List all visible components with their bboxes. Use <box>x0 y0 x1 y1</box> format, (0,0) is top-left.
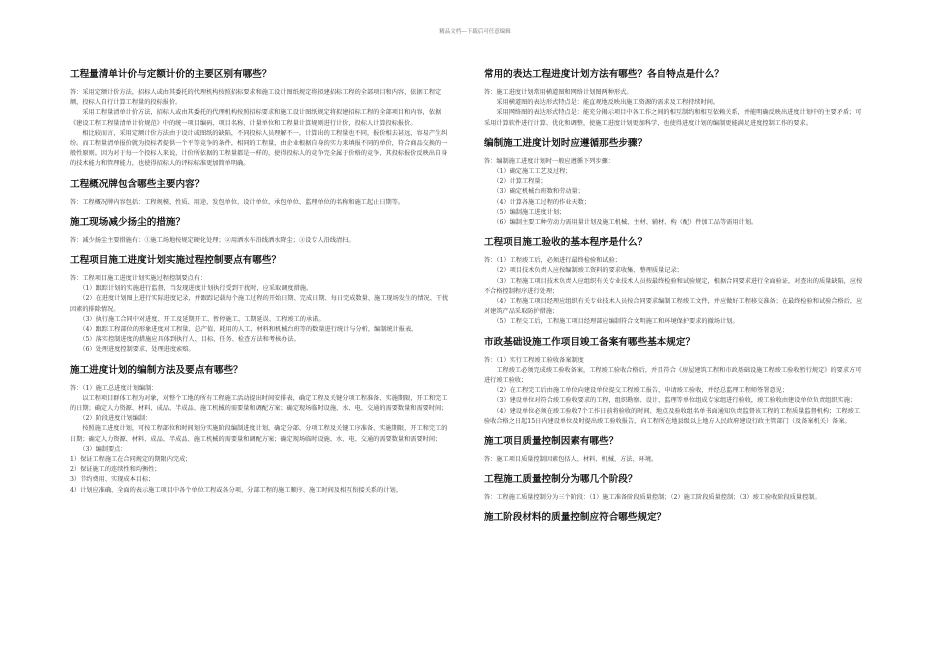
question-heading: 施工阶段材料的质量控制应符合哪些规定？ <box>484 512 667 524</box>
question-heading: 施工现场减少扬尘的措施？ <box>70 216 186 228</box>
answer-paragraph: 答：采用定额计价方法，招标人或由其委托的代理机构按照招标要求和施工设计图纸规定将拟建招标工程的全部项目和内容，依据工程定额，投标人自行计算工程量的投标报价。 <box>70 89 442 107</box>
answer-paragraph: 相比较而言，采用定额计价方法由于设计或图纸的缺陷，不同投标人员理解不一，计算出的工程量也不同，报价相去甚远，容易产生纠纷。而工程量清单报价就为投标者提供一个平等竞争的条件，相同的工程量，由企业根据自身的实力来填报不同的单价，符合商品交换的一般性原则。因为对于每一个投标人来说，计价所依据的工程量都是一样的，使得投标人的竞争完全属于价格的竞争，其投标报价反映出自身的技术能力和管理能力，也使得招标人的评标标准更加简单明确。 <box>70 129 448 168</box>
right-column <box>484 68 864 531</box>
answer-paragraph: （3）确定机械台班数和劳动量； <box>484 188 584 196</box>
answer-paragraph: 采用横道图的表达形式特点是：能直观地反映出施工资源的需求及工程持续时间。 <box>484 99 720 107</box>
answer-paragraph: （2）阶段进度计划编制： <box>70 415 152 423</box>
answer-paragraph: （1）确定施工工艺及过程； <box>484 168 572 176</box>
answer-paragraph: 采用网络图的表达形式特点是：能充分揭示项目中各工作之间的相互制约和相互依赖关系，并能明确反映出进度计划中的主要矛盾；可采用计算软件进行计算、优化和调整，使施工进度计划更加科学，也使得进度计划的编制更能满足进度控制工作的要求。 <box>484 109 862 127</box>
question-heading: 施工进度计划的编制方法及要点有哪些？ <box>70 364 243 376</box>
question-heading: 工程项目施工进度计划实施过程控制要点有哪些？ <box>70 255 282 267</box>
page-header: 精品文档---下载后可任意编辑 <box>439 29 511 35</box>
question-heading: 工程项目施工验收的基本程序是什么？ <box>484 237 648 249</box>
left-column <box>70 68 450 496</box>
question-heading: 工程施工质量控制分为哪几个阶段？ <box>484 474 638 486</box>
qa-section <box>484 511 864 524</box>
answer-paragraph: 答：（1）工程竣工后，必须进行最终检验和试验； <box>484 257 621 265</box>
answer-paragraph: （2）在工程完工后由施工单位向建设单位提交工程竣工报告，申请竣工验收，并经总监理工程师签署意见； <box>484 387 789 395</box>
qa-section <box>484 68 864 129</box>
answer-paragraph: 3）节约费用、实现成本目标； <box>70 476 155 484</box>
answer-paragraph: 工程竣工必须完成竣工验收备案，工程竣工验收合格后，并且符合《房屋建筑工程和市政基础设施工程竣工验收暂行规定》的要求方可进行竣工验收； <box>484 366 862 385</box>
question-heading: 工程概况牌包含哪些主要内容？ <box>70 178 205 190</box>
answer-paragraph: （5）工程交工后，工程施工项目经理部应编制符合文明施工和环境保护要求的撤场计划。 <box>484 318 739 326</box>
answer-paragraph: （2）计算工程量； <box>484 178 547 186</box>
qa-section <box>484 435 864 465</box>
answer-paragraph: （3）执行施工合同中对进度、开工及延期开工、暂停施工、工期延误、工程竣工的承诺。 <box>70 315 325 323</box>
answer-paragraph: 4）计划应准确、全面的表示施工项目中各个单位工程或各分项、分部工程的施工顺序、施工时间及相互衔接关系的计划。 <box>70 486 402 494</box>
qa-section <box>70 178 450 208</box>
answer-paragraph: 1）保证工程施工在合同规定的期限内完成； <box>70 456 192 464</box>
answer-paragraph: 答：（1）实行工程竣工验收备案制度 <box>484 356 584 364</box>
qa-section <box>70 216 450 246</box>
answer-paragraph: （3）编制要点： <box>70 445 127 453</box>
answer-paragraph: （3）工程施工项目技术负责人应组织有关专业技术人员按最终检验和试验规定，根据合同要求进行全面验证，对查出的质量缺陷，应按不合格控制程序进行处理； <box>484 277 863 295</box>
question-heading: 市政基础设施工作项目竣工备案有哪些基本规定？ <box>484 336 696 348</box>
qa-section <box>70 68 450 170</box>
answer-paragraph: （2）在进度计划图上进行实际进度记录，并跟踪记载每个施工过程的开始日期、完成日期、每日完成数量、施工现场发生的情况、干扰因素的排除情况。 <box>70 295 449 313</box>
answer-paragraph: （6）处理进度控制要求，处理进度索赔。 <box>70 346 195 354</box>
qa-section <box>70 254 450 356</box>
answer-paragraph: 按照施工进度计划，可按工程部位和时间划分实施阶段编制进度计划，确定分部、分项工程及关键工序准备、实施期限，开工和完工的日期；确定人力资源、材料、成品、半成品、施工机械的需要量和调配方案；确定现场临时设施、水、电、交通的需要数量和需要时间； <box>70 425 448 443</box>
answer-paragraph: 答：工程施工质量控制分为三个阶段：（1）施工准备阶段质量控制；（2）施工阶段质量控制；（3）竣工验收阶段质量控制。 <box>484 494 821 502</box>
answer-paragraph: 以工程项目群体工程为对象，对整个工地的所有工程施工活动提出时间安排表，确定工程及关键分项工程准备、实施期限，开工和完工的日期；确定人力资源、材料、成品、半成品、施工机械的需要量和调配方案；确定现场临时设施、水、电、交通的需要数量和需要时间； <box>70 394 448 413</box>
answer-paragraph: （4）跟踪工程部位的形象进度对工程量、总产值、耗用的人工、材料和机械台班等的数量进行统计与分析，编制统计报表。 <box>70 326 418 334</box>
answer-paragraph: （4）工程施工项目经理应组织有关专业技术人员按合同要求编制工程竣工文件，并应做好工程移交准备；在最终检验和试验合格后，应对建筑产品采取防护措施； <box>484 298 863 316</box>
answer-paragraph: （6）编制主要工种劳动力需用量计划及施工机械、主材、辅材、构（配）件加工品等需用计划。 <box>484 219 758 227</box>
question-heading: 常用的表达工程进度计划方法有哪些？各自特点是什么？ <box>484 69 724 80</box>
answer-paragraph: （5）落实控制进度的措施应具体到执行人、目标、任务、检查方法和考核办法。 <box>70 336 300 344</box>
answer-paragraph: 答：工程项目施工进度计划实施过程控制要点有： <box>70 275 207 283</box>
qa-section <box>484 236 864 327</box>
answer-paragraph: 答：编制施工进度计划时一般应遵循下列步骤： <box>484 157 614 165</box>
answer-paragraph: 答：减少扬尘主要措施有：①施工场地按规定硬化处理；②用洒水车沿线洒水降尘；③设专人沿线清扫。 <box>70 236 355 244</box>
question-heading: 施工项目质量控制因素有哪些？ <box>484 436 619 448</box>
qa-section <box>70 364 450 496</box>
answer-paragraph: （2）项目技术负责人应按编制竣工资料的要求收集、整理质量记录； <box>484 267 683 275</box>
answer-paragraph: 答：工程概况牌内容包括：工程规模、性质、用途、发包单位、设计单位、承包单位、监理单位的名称和施工起止日期等。 <box>70 198 405 206</box>
answer-paragraph: （3）建设单位对符合竣工验收要求的工程，组织勘察、设计、监理等单位组成专家组进行验收，竣工验收由建设单位负责组织实施； <box>484 397 857 405</box>
question-heading: 编制施工进度计划时应遵循那些步骤？ <box>484 137 648 149</box>
answer-paragraph: 采用工程量清单计价方法，招标人或由其委托的代理机构按照招标要求和施工设计图纸规定将拟建招标工程的全部项目和内容，依据《建设工程工程量清单计价规范》中的统一项目编码、项目名称、计量单位和工程量计算规则进行计价，投标人计算投标报价。 <box>70 109 442 127</box>
answer-paragraph: 答：施工项目质量控制因素包括人、材料、机械、方法、环境。 <box>484 456 658 464</box>
qa-section <box>484 336 864 427</box>
answer-paragraph: （1）跟踪计划的实施进行监督，当发现进度计划执行受到干扰时，应采取调度措施。 <box>70 285 313 293</box>
qa-section <box>484 473 864 503</box>
answer-paragraph: 答：（1）施工总进度计划编制： <box>70 384 158 392</box>
answer-paragraph: 2）保证施工的连续性和均衡性； <box>70 466 161 474</box>
answer-paragraph: （5）编制施工进度计划； <box>484 208 566 216</box>
qa-section <box>484 137 864 228</box>
question-heading: 工程量清单计价与定额计价的主要区别有哪些？ <box>70 69 272 80</box>
answer-paragraph: 答：施工进度计划常用横道图和网络计划图两种形式。 <box>484 89 633 96</box>
answer-paragraph: （4）建设单位必须在竣工验收7个工作日前将验收的时间、地点及验收组名单书面通知负责监督该工程的工程质量监督机构；工程竣工验收合格之日起15日内建设单位及时提出竣工验收报告，向工程所在地县级以上地方人民政府建设行政主管部门（及备案机关）备案。 <box>484 407 861 425</box>
answer-paragraph: （4）计算各施工过程的作业天数； <box>484 198 591 206</box>
